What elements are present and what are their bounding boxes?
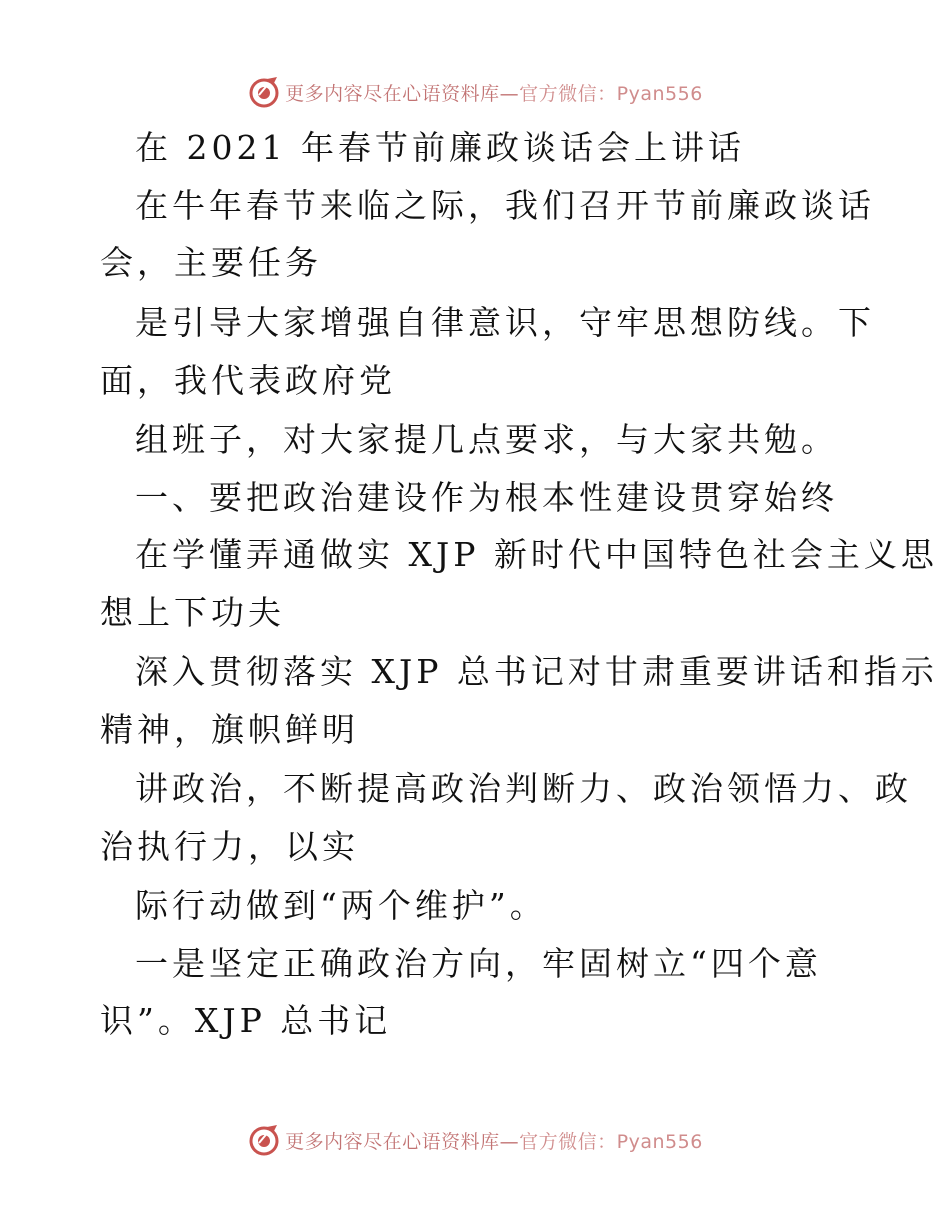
watermark-text: 更多内容尽在心语资料库—官方微信：Pyan556 <box>285 82 703 105</box>
paragraph-line: 深入贯彻落实 XJP 总书记对甘肃重要讲话和指示 <box>135 652 938 691</box>
paragraph-line: 面，我代表政府党 <box>100 361 396 400</box>
paragraph-line: 识”。XJP 总书记 <box>100 1001 392 1040</box>
paragraph-line: 在牛年春节来临之际，我们召开节前廉政谈话 <box>135 186 875 225</box>
footer-watermark <box>0 1120 950 1160</box>
watermark-text: 更多内容尽在心语资料库—官方微信：Pyan556 <box>285 1130 703 1153</box>
paragraph-line: 组班子，对大家提几点要求，与大家共勉。 <box>135 420 838 459</box>
paragraph-line: 是引导大家增强自律意识，守牢思想防线。下 <box>135 303 875 342</box>
section-heading: 一、要把政治建设作为根本性建设贯穿始终 <box>135 478 838 517</box>
document-title: 在 2021 年春节前廉政谈话会上讲话 <box>135 128 745 167</box>
paragraph-line: 治执行力，以实 <box>100 827 359 866</box>
paragraph-line: 际行动做到“两个维护”。 <box>135 886 547 925</box>
pen-logo-icon <box>247 1123 281 1157</box>
paragraph-line: 会，主要任务 <box>100 243 322 282</box>
paragraph-line: 在学懂弄通做实 XJP 新时代中国特色社会主义思 <box>135 535 938 574</box>
paragraph-line: 想上下功夫 <box>100 593 285 632</box>
paragraph-line: 一是坚定正确政治方向，牢固树立“四个意 <box>135 944 822 983</box>
header-watermark <box>0 72 950 112</box>
paragraph-line: 讲政治，不断提高政治判断力、政治领悟力、政 <box>135 769 912 808</box>
pen-logo-icon <box>247 75 281 109</box>
paragraph-line: 精神，旗帜鲜明 <box>100 710 359 749</box>
